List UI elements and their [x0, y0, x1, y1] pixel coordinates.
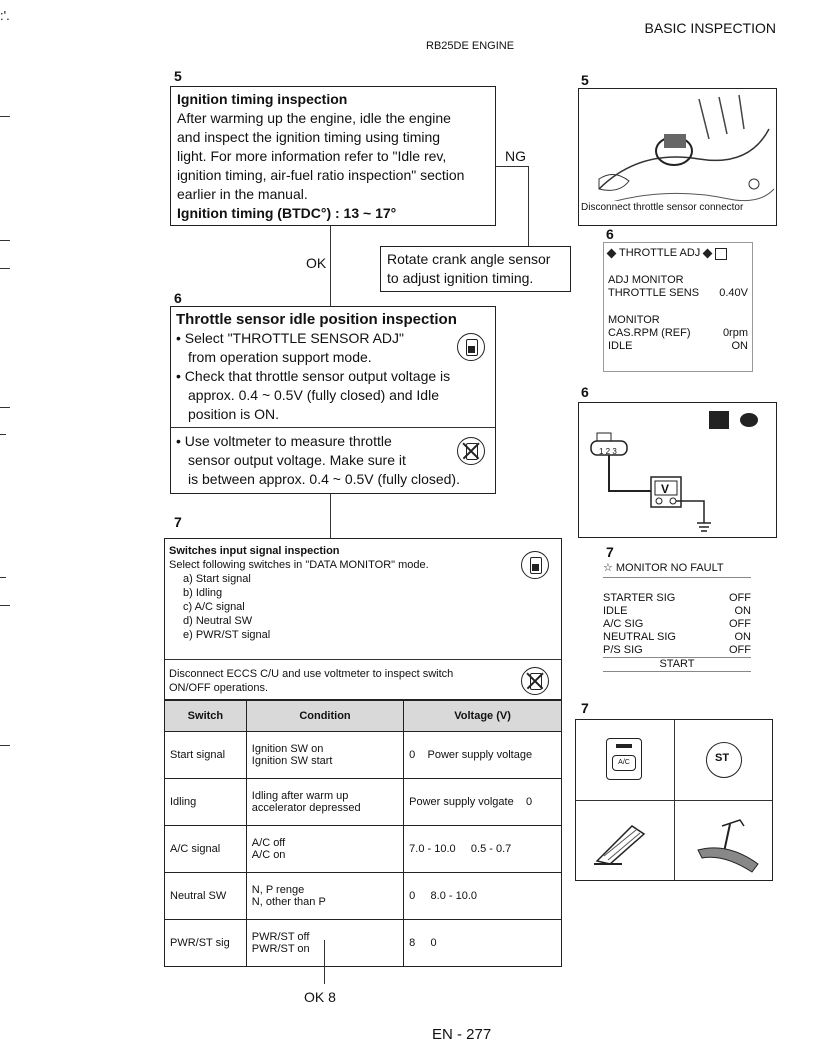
- voltmeter-icon: [521, 667, 549, 695]
- monitor-label: P/S SIG: [603, 644, 643, 656]
- monitor-title: [603, 562, 751, 578]
- figure-7a-number: 7: [606, 544, 614, 560]
- switch-table: [164, 700, 562, 967]
- diamond-icon: [703, 249, 713, 259]
- screen-row-value: 0.40V: [719, 287, 748, 299]
- step-6-alt-line: • Use voltmeter to measure throttle: [176, 433, 392, 449]
- screen-row-label: CAS.RPM (REF): [608, 327, 691, 339]
- table-row: [165, 779, 562, 826]
- figure-6a-number: 6: [606, 226, 614, 242]
- step-5-line: After warming up the engine, idle the engine: [177, 110, 451, 126]
- screen-row-label: IDLE: [608, 340, 633, 352]
- data-monitor-screen: [603, 562, 751, 692]
- table-cell-condition: [246, 826, 403, 873]
- connector-line: [330, 494, 331, 538]
- consult-icon: [521, 551, 549, 579]
- grid-divider: [576, 800, 772, 801]
- accelerator-pedal-icon: [592, 816, 662, 866]
- ok-next-label: OK 8: [304, 989, 336, 1005]
- condition-line: A/C off: [251, 837, 286, 849]
- condition-line: A/C on: [251, 849, 286, 861]
- step-6-bullet-line: • Check that throttle sensor output voltage is: [176, 368, 451, 384]
- table-cell-condition: [246, 779, 403, 826]
- step-6-divider: [171, 427, 495, 428]
- table-cell-condition: [246, 873, 403, 920]
- monitor-label: IDLE: [603, 605, 628, 617]
- step-5-line: light. For more information refer to "Idle rev,: [177, 148, 447, 164]
- step-6-bullet-line: • Select "THROTTLE SENSOR ADJ": [176, 330, 404, 346]
- table-header-row: [165, 701, 562, 732]
- table-cell-switch: Neutral SW: [165, 873, 247, 920]
- ng-action-box: [380, 246, 571, 292]
- left-margin-mark: :'.: [0, 8, 10, 23]
- condition-line: Ignition SW on: [251, 743, 324, 755]
- step-7-title: Switches input signal inspection: [169, 545, 340, 557]
- margin-tick: [0, 577, 6, 578]
- step-6-bullet-line: from operation support mode.: [188, 349, 372, 365]
- table-cell-switch: PWR/ST sig: [165, 920, 247, 967]
- step-5-line: earlier in the manual.: [177, 186, 308, 202]
- step-7-item: c) A/C signal: [183, 601, 245, 613]
- condition-line: N, P renge: [251, 884, 305, 896]
- table-header: Condition: [246, 701, 403, 732]
- condition-line: PWR/ST off: [251, 931, 310, 943]
- connector-line: [330, 226, 331, 306]
- step-7-alt-line: ON/OFF operations.: [169, 682, 269, 694]
- figure-5-caption: Disconnect throttle sensor connector: [581, 202, 744, 213]
- screen-row: [608, 340, 748, 353]
- step-6-bullet-line: approx. 0.4 ~ 0.5V (fully closed) and Idle: [188, 387, 439, 403]
- figure-5-illustration: [578, 88, 777, 226]
- ng-action-line: Rotate crank angle sensor: [387, 251, 551, 267]
- table-row: [165, 920, 562, 967]
- table-cell-voltage: 0 8.0 - 10.0: [404, 873, 562, 920]
- step-7-number: 7: [174, 514, 182, 530]
- figure-7b-number: 7: [581, 700, 589, 716]
- screen-row-value: 0rpm: [722, 327, 748, 339]
- engine-label: RB25DE ENGINE: [426, 40, 515, 52]
- ac-switch-icon: [606, 738, 642, 780]
- table-row: [165, 826, 562, 873]
- star-icon: ☆: [603, 562, 613, 574]
- monitor-value: OFF: [729, 592, 751, 604]
- screen-title-row: [608, 247, 748, 260]
- connector-line: [496, 166, 528, 167]
- step-5-title: Ignition timing inspection: [177, 91, 348, 107]
- monitor-row: [603, 618, 751, 631]
- monitor-footer: START: [603, 658, 751, 672]
- margin-tick: [0, 240, 10, 241]
- table-cell-switch: Start signal: [165, 732, 247, 779]
- figure-5-number: 5: [581, 72, 589, 88]
- section-title: BASIC INSPECTION: [644, 20, 776, 36]
- diamond-icon: [607, 249, 617, 259]
- margin-tick: [0, 116, 10, 117]
- monitor-value: ON: [734, 605, 751, 617]
- margin-tick: [0, 434, 6, 435]
- page-number: EN - 277: [432, 1026, 492, 1043]
- ok-label: OK: [306, 255, 327, 271]
- table-cell-switch: Idling: [165, 779, 247, 826]
- step-7-alt-line: Disconnect ECCS C/U and use voltmeter to inspect switch: [169, 668, 454, 680]
- step-6-alt-line: is between approx. 0.4 ~ 0.5V (fully closed).: [188, 471, 460, 487]
- ng-action-line: to adjust ignition timing.: [387, 270, 534, 286]
- step-7-item: d) Neutral SW: [183, 615, 253, 627]
- switch-figures: [575, 719, 773, 881]
- shift-lever-icon: [692, 806, 768, 876]
- table-header: Voltage (V): [404, 701, 562, 732]
- screen-title: THROTTLE ADJ: [619, 247, 701, 259]
- step-7-item: b) Idling: [183, 587, 223, 599]
- screen-row: [608, 287, 748, 300]
- margin-tick: [0, 407, 10, 408]
- step-6-alt-line: sensor output voltage. Make sure it: [188, 452, 406, 468]
- step-7-intro: Select following switches in "DATA MONITOR" mode.: [169, 559, 429, 571]
- margin-tick: [0, 268, 10, 269]
- connector-line: [528, 166, 529, 246]
- monitor-label: A/C SIG: [603, 618, 644, 630]
- condition-line: Ignition SW start: [251, 755, 333, 767]
- monitor-label: NEUTRAL SIG: [603, 631, 676, 643]
- ignition-key-icon: [706, 742, 742, 778]
- step-5-number: 5: [174, 68, 182, 84]
- step-7-divider: [165, 659, 561, 660]
- step-6-box: [170, 306, 496, 494]
- monitor-row: [603, 631, 751, 644]
- screen-row-label: THROTTLE SENS: [608, 287, 700, 299]
- screen-section: MONITOR: [608, 314, 660, 326]
- condition-line: accelerator depressed: [251, 802, 361, 814]
- monitor-value: OFF: [729, 618, 751, 630]
- figure-6b-number: 6: [581, 384, 589, 400]
- step-7-box: [164, 538, 562, 700]
- screen-section: ADJ MONITOR: [608, 274, 684, 286]
- margin-tick: [0, 605, 10, 606]
- st-label: ST: [715, 752, 730, 764]
- condition-line: Idling after warm up: [251, 790, 349, 802]
- step-5-spec: Ignition timing (BTDC°) : 13 ~ 17°: [177, 205, 397, 221]
- voltmeter-label: V: [661, 482, 670, 496]
- monitor-row: [603, 605, 751, 618]
- table-cell-condition: [246, 732, 403, 779]
- table-cell-voltage: 7.0 - 10.0 0.5 - 0.7: [404, 826, 562, 873]
- table-cell-voltage: 8 0: [404, 920, 562, 967]
- voltmeter-circuit-drawing: [579, 403, 776, 537]
- step-6-title: Throttle sensor idle position inspection: [176, 311, 457, 328]
- margin-tick: [0, 745, 10, 746]
- step-5-line: and inspect the ignition timing using timing: [177, 129, 441, 145]
- ng-label: NG: [505, 148, 526, 164]
- monitor-row: [603, 644, 751, 658]
- step-6-bullet-line: position is ON.: [188, 406, 280, 422]
- step-7-item: e) PWR/ST signal: [183, 629, 271, 641]
- consult-icon: [457, 333, 485, 361]
- voltmeter-diagram: [578, 402, 777, 538]
- table-cell-switch: A/C signal: [165, 826, 247, 873]
- monitor-value: ON: [734, 631, 751, 643]
- monitor-label: STARTER SIG: [603, 592, 676, 604]
- table-cell-voltage: 0 Power supply voltage: [404, 732, 562, 779]
- square-icon: [715, 248, 727, 260]
- screen-row-value: ON: [731, 340, 748, 352]
- step-7-item: a) Start signal: [183, 573, 251, 585]
- table-row: [165, 873, 562, 920]
- ac-label: A/C: [612, 755, 636, 771]
- table-cell-voltage: Power supply volgate 0: [404, 779, 562, 826]
- monitor-title-text: MONITOR NO FAULT: [615, 562, 724, 574]
- table-header: Switch: [165, 701, 247, 732]
- monitor-value: OFF: [729, 644, 751, 656]
- condition-line: N, other than P: [251, 896, 326, 908]
- condition-line: PWR/ST on: [251, 943, 310, 955]
- voltmeter-icon: [457, 437, 485, 465]
- monitor-row: [603, 592, 751, 605]
- screen-row: [608, 327, 748, 340]
- table-row: [165, 732, 562, 779]
- connector-line: [324, 940, 325, 984]
- step-5-line: ignition timing, air-fuel ratio inspection" section: [177, 167, 465, 183]
- step-6-number: 6: [174, 290, 182, 306]
- throttle-adj-screen: [603, 242, 753, 372]
- connector-pins: 1 2 3: [599, 447, 617, 456]
- step-5-box: [170, 86, 496, 226]
